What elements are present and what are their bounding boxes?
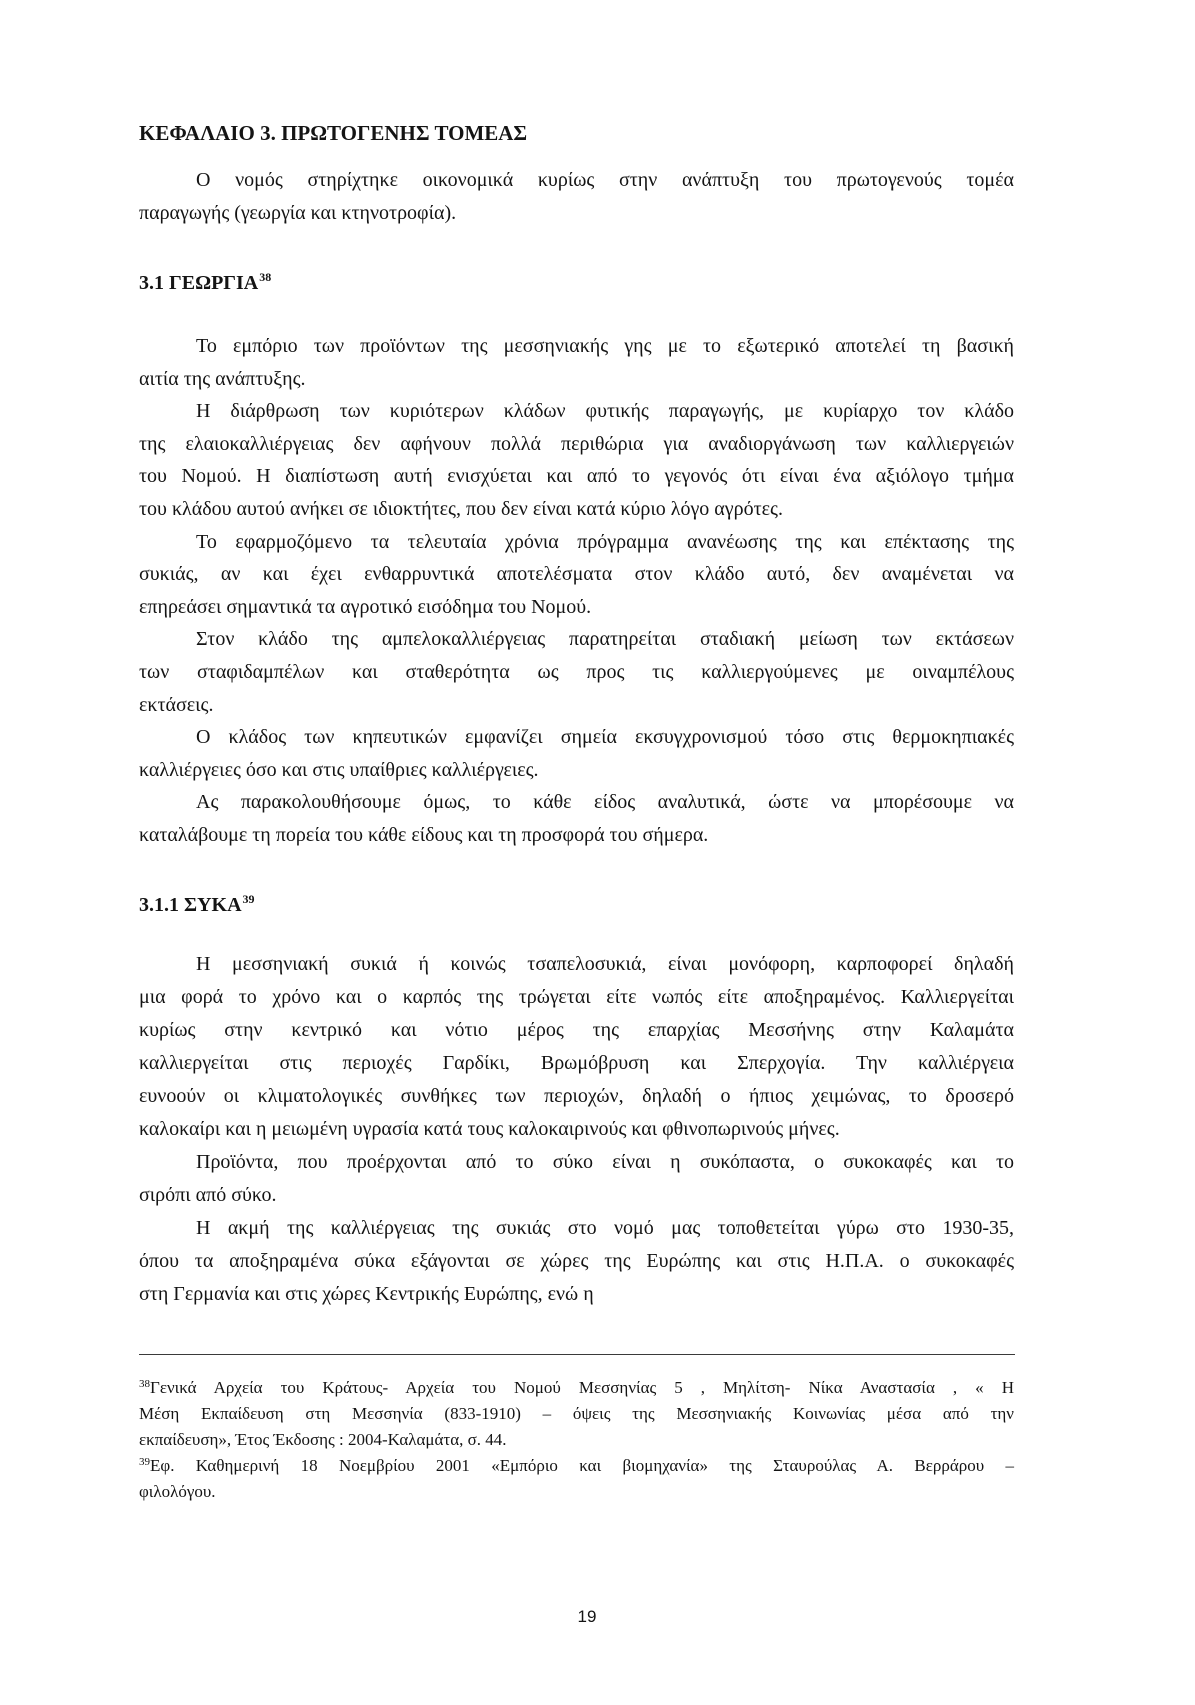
paragraph <box>139 526 1015 624</box>
text-line: Η ακμή της καλλιέργειας της συκιάς στο νομό μας τοποθετείται γύρω στο 1930-35, <box>196 1217 1014 1239</box>
text-line: παραγωγής (γεωργία και κτηνοτροφία). <box>139 202 457 224</box>
text-line: του κλάδου αυτού ανήκει σε ιδιοκτήτες, που δεν είναι κατά κύριο λόγο αγρότες. <box>139 497 783 520</box>
text-line: καλλιεργείται στις περιοχές Γαρδίκι, Βρωμόβρυση και Σπερχογία. Την καλλιέργεια <box>139 1052 1014 1074</box>
footnote-38 <box>139 1375 1015 1453</box>
footnote-line <box>139 1375 1015 1401</box>
text-line: μια φορά το χρόνο και ο καρπός της τρώγεται είτε νωπός είτε αποξηραμένος. Καλλιεργείται <box>139 986 1014 1008</box>
footnote-reference: 39 <box>242 892 255 906</box>
footnote-separator <box>139 1354 1015 1355</box>
text-line: αιτία της ανάπτυξης. <box>139 367 306 390</box>
text-line: συκιάς, αν και έχει ενθαρρυντικά αποτελέσματα στον κλάδο αυτό, δεν αναμένεται να <box>139 563 1014 586</box>
footnote-line <box>139 1479 1015 1505</box>
footnote-reference: 38 <box>259 270 272 284</box>
text-line: Η διάρθρωση των κυριότερων κλάδων φυτικής παραγωγής, με κυρίαρχο τον κλάδο <box>196 400 1014 423</box>
text-line: στη Γερμανία και στις χώρες Κεντρικής Ευρώπης, ενώ η <box>139 1283 594 1305</box>
footnotes <box>139 1375 1015 1505</box>
text-line: της ελαιοκαλλιέργειας δεν αφήνουν πολλά περιθώρια για αναδιοργάνωση των καλλιεργειών <box>139 432 1014 455</box>
footnote-line <box>139 1453 1015 1479</box>
footnote-text: Εφ. Καθημερινή 18 Νοεμβρίου 2001 «Εμπόριο και βιομηχανία» της Σταυρούλας Α. Βερράρου – <box>150 1456 1014 1475</box>
chapter-title: ΚΕΦΑΛΑΙΟ 3. ΠΡΩΤΟΓΕΝΗΣ ΤΟΜΕΑΣ <box>139 121 528 145</box>
text-line: καλοκαίρι και η μειωμένη υγρασία κατά τους καλοκαιρινούς και φθινοπωρινούς μήνες. <box>139 1118 840 1140</box>
paragraph <box>139 623 1015 721</box>
text-line: επηρεάσει σημαντικά τα αγροτικό εισόδημα του Νομού. <box>139 595 592 618</box>
paragraph <box>139 164 1015 230</box>
paragraph <box>139 948 1015 1146</box>
text-line: Ο νομός στηρίχτηκε οικονομικά κυρίως στην ανάπτυξη του πρωτογενούς τομέα <box>196 169 1014 191</box>
paragraph <box>139 721 1015 786</box>
text-line: Το εφαρμοζόμενο τα τελευταία χρόνια πρόγραμμα ανανέωσης της και επέκτασης της <box>196 530 1014 553</box>
footnote-39 <box>139 1453 1015 1505</box>
footnote-marker: 38 <box>139 1378 150 1390</box>
text-line: ευνοούν οι κλιματολογικές συνθήκες των περιοχών, δηλαδή ο ήπιος χειμώνας, το δροσερό <box>139 1085 1014 1107</box>
text-line: των σταφιδαμπέλων και σταθερότητα ως προς τις καλλιεργούμενες με οιναμπέλους <box>139 660 1014 683</box>
text-line: Ο κλάδος των κηπευτικών εμφανίζει σημεία εκσυγχρονισμού τόσο στις θερμοκηπιακές <box>196 726 1014 749</box>
page-number: 19 <box>577 1607 597 1626</box>
text-line: όπου τα αποξηραμένα σύκα εξάγονται σε χώρες της Ευρώπης και στις Η.Π.Α. ο συκοκαφές <box>139 1250 1014 1272</box>
paragraph <box>139 1212 1015 1311</box>
paragraph <box>139 395 1015 525</box>
footnote-line <box>139 1427 1015 1453</box>
text-line: καταλάβουμε τη πορεία του κάθε είδους και τη προσφορά του σήμερα. <box>139 823 709 846</box>
text-line: Ας παρακολουθήσουμε όμως, το κάθε είδος αναλυτικά, ώστε να μπορέσουμε να <box>196 791 1014 814</box>
footnote-text: Γενικά Αρχεία του Κράτους- Αρχεία του Νομού Μεσσηνίας 5 , Μηλίτση- Νίκα Αναστασία , « Η <box>150 1378 1014 1397</box>
footnote-text: Μέση Εκπαίδευση στη Μεσσηνία (833-1910) – όψεις της Μεσσηνιακής Κοινωνίας μέσα από την <box>139 1404 1014 1423</box>
section-body-syka <box>139 948 1015 1311</box>
text-line: Το εμπόριο των προϊόντων της μεσσηνιακής γης με το εξωτερικό αποτελεί τη βασική <box>196 335 1014 357</box>
text-line: εκτάσεις. <box>139 693 214 716</box>
footnote-marker: 39 <box>139 1456 150 1468</box>
section-title: 3.1.1 ΣΥΚΑ <box>139 894 242 916</box>
footnote-text: εκπαίδευση», Έτος Έκδοσης : 2004-Καλαμάτα, σ. 44. <box>139 1430 507 1449</box>
footnote-line <box>139 1401 1015 1427</box>
intro-text <box>139 164 1015 230</box>
text-line: σιρόπι από σύκο. <box>139 1184 277 1206</box>
text-line: Προϊόντα, που προέρχονται από το σύκο είναι η συκόπαστα, ο συκοκαφές και το <box>196 1151 1014 1173</box>
section-heading-syka <box>139 889 255 922</box>
text-line: Η μεσσηνιακή συκιά ή κοινώς τσαπελοσυκιά, είναι μονόφορη, καρποφορεί δηλαδή <box>196 953 1014 975</box>
paragraph <box>139 786 1015 851</box>
footnote-text: φιλολόγου. <box>139 1482 216 1501</box>
section-heading-georgia <box>139 267 271 300</box>
paragraph <box>139 1146 1015 1212</box>
text-line: κυρίως στην κεντρικό και νότιο μέρος της επαρχίας Μεσσήνης στην Καλαμάτα <box>139 1019 1014 1041</box>
section-body-georgia <box>139 330 1015 852</box>
text-line: καλλιέργειες όσο και στις υπαίθριες καλλιέργειες. <box>139 758 539 781</box>
paragraph <box>139 330 1015 395</box>
text-line: του Νομού. Η διαπίστωση αυτή ενισχύεται και από το γεγονός ότι είναι ένα αξιόλογο τμήμα <box>139 465 1014 488</box>
section-title: 3.1 ΓΕΩΡΓΙΑ <box>139 272 259 294</box>
text-line: Στον κλάδο της αμπελοκαλλιέργειας παρατηρείται σταδιακή μείωση των εκτάσεων <box>196 628 1014 651</box>
